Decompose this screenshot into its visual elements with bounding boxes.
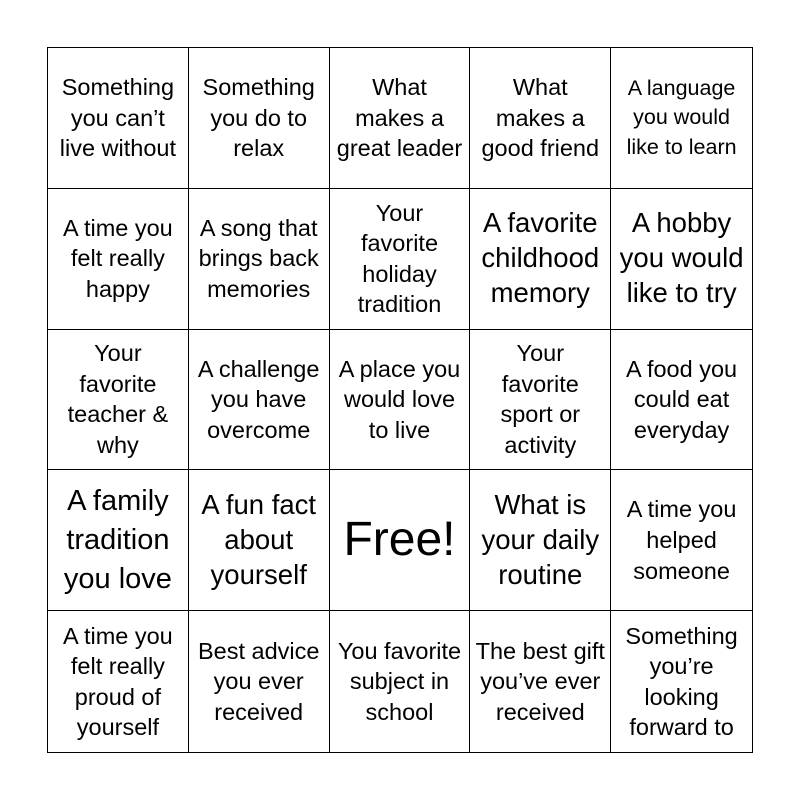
cell-text: Your favorite sport or activity: [500, 340, 581, 459]
bingo-cell[interactable]: [48, 470, 189, 611]
bingo-cell[interactable]: [330, 330, 471, 471]
cell-text: A time you felt really proud of yourself: [63, 622, 173, 741]
bingo-cell[interactable]: [470, 48, 611, 189]
bingo-cell[interactable]: [470, 189, 611, 330]
bingo-cell[interactable]: [611, 48, 752, 189]
cell-text: What makes a great leader: [336, 74, 463, 162]
bingo-cell[interactable]: [330, 189, 471, 330]
bingo-cell[interactable]: [330, 611, 471, 752]
cell-text: You favorite subject in school: [337, 637, 462, 725]
cell-text: A language you would like to learn: [626, 75, 737, 159]
bingo-cell[interactable]: [611, 611, 752, 752]
cell-text: Something you do to relax: [202, 74, 315, 162]
cell-text: A song that brings back memories: [198, 214, 319, 302]
cell-text: A fun fact about yourself: [201, 488, 317, 590]
cell-text: A favorite childhood memory: [481, 207, 600, 309]
bingo-cell[interactable]: [470, 470, 611, 611]
free-space-text: Free!: [343, 512, 456, 566]
cell-text: A time you felt really happy: [63, 214, 173, 302]
bingo-cell[interactable]: [189, 611, 330, 752]
cell-text: A food you could eat everyday: [626, 355, 738, 443]
bingo-cell[interactable]: [48, 48, 189, 189]
free-space-cell[interactable]: [330, 470, 471, 611]
cell-text: Best advice you ever received: [197, 637, 320, 725]
cell-text: Something you can’t live without: [59, 74, 177, 162]
bingo-cell[interactable]: [470, 611, 611, 752]
cell-text: Your favorite holiday tradition: [357, 199, 442, 318]
cell-text: A time you helped someone: [626, 496, 737, 584]
cell-text: What makes a good friend: [481, 74, 600, 162]
bingo-cell[interactable]: [189, 189, 330, 330]
bingo-cell[interactable]: [189, 470, 330, 611]
cell-text: A place you would love to live: [338, 355, 461, 443]
cell-text: Something you’re looking forward to: [625, 622, 738, 741]
cell-text: Your favorite teacher & why: [67, 340, 169, 459]
bingo-cell[interactable]: [330, 48, 471, 189]
bingo-cell[interactable]: [470, 330, 611, 471]
bingo-cell[interactable]: [48, 189, 189, 330]
bingo-cell[interactable]: [611, 189, 752, 330]
cell-text: A challenge you have overcome: [197, 355, 320, 443]
cell-text: A hobby you would like to try: [619, 207, 744, 309]
bingo-cell[interactable]: [611, 330, 752, 471]
cell-text: What is your daily routine: [481, 488, 600, 590]
cell-text: A family tradition you love: [63, 484, 172, 595]
bingo-board: [47, 47, 753, 753]
bingo-cell[interactable]: [48, 330, 189, 471]
cell-text: The best gift you’ve ever received: [475, 637, 605, 725]
bingo-cell[interactable]: [611, 470, 752, 611]
bingo-cell[interactable]: [48, 611, 189, 752]
bingo-cell[interactable]: [189, 48, 330, 189]
bingo-cell[interactable]: [189, 330, 330, 471]
